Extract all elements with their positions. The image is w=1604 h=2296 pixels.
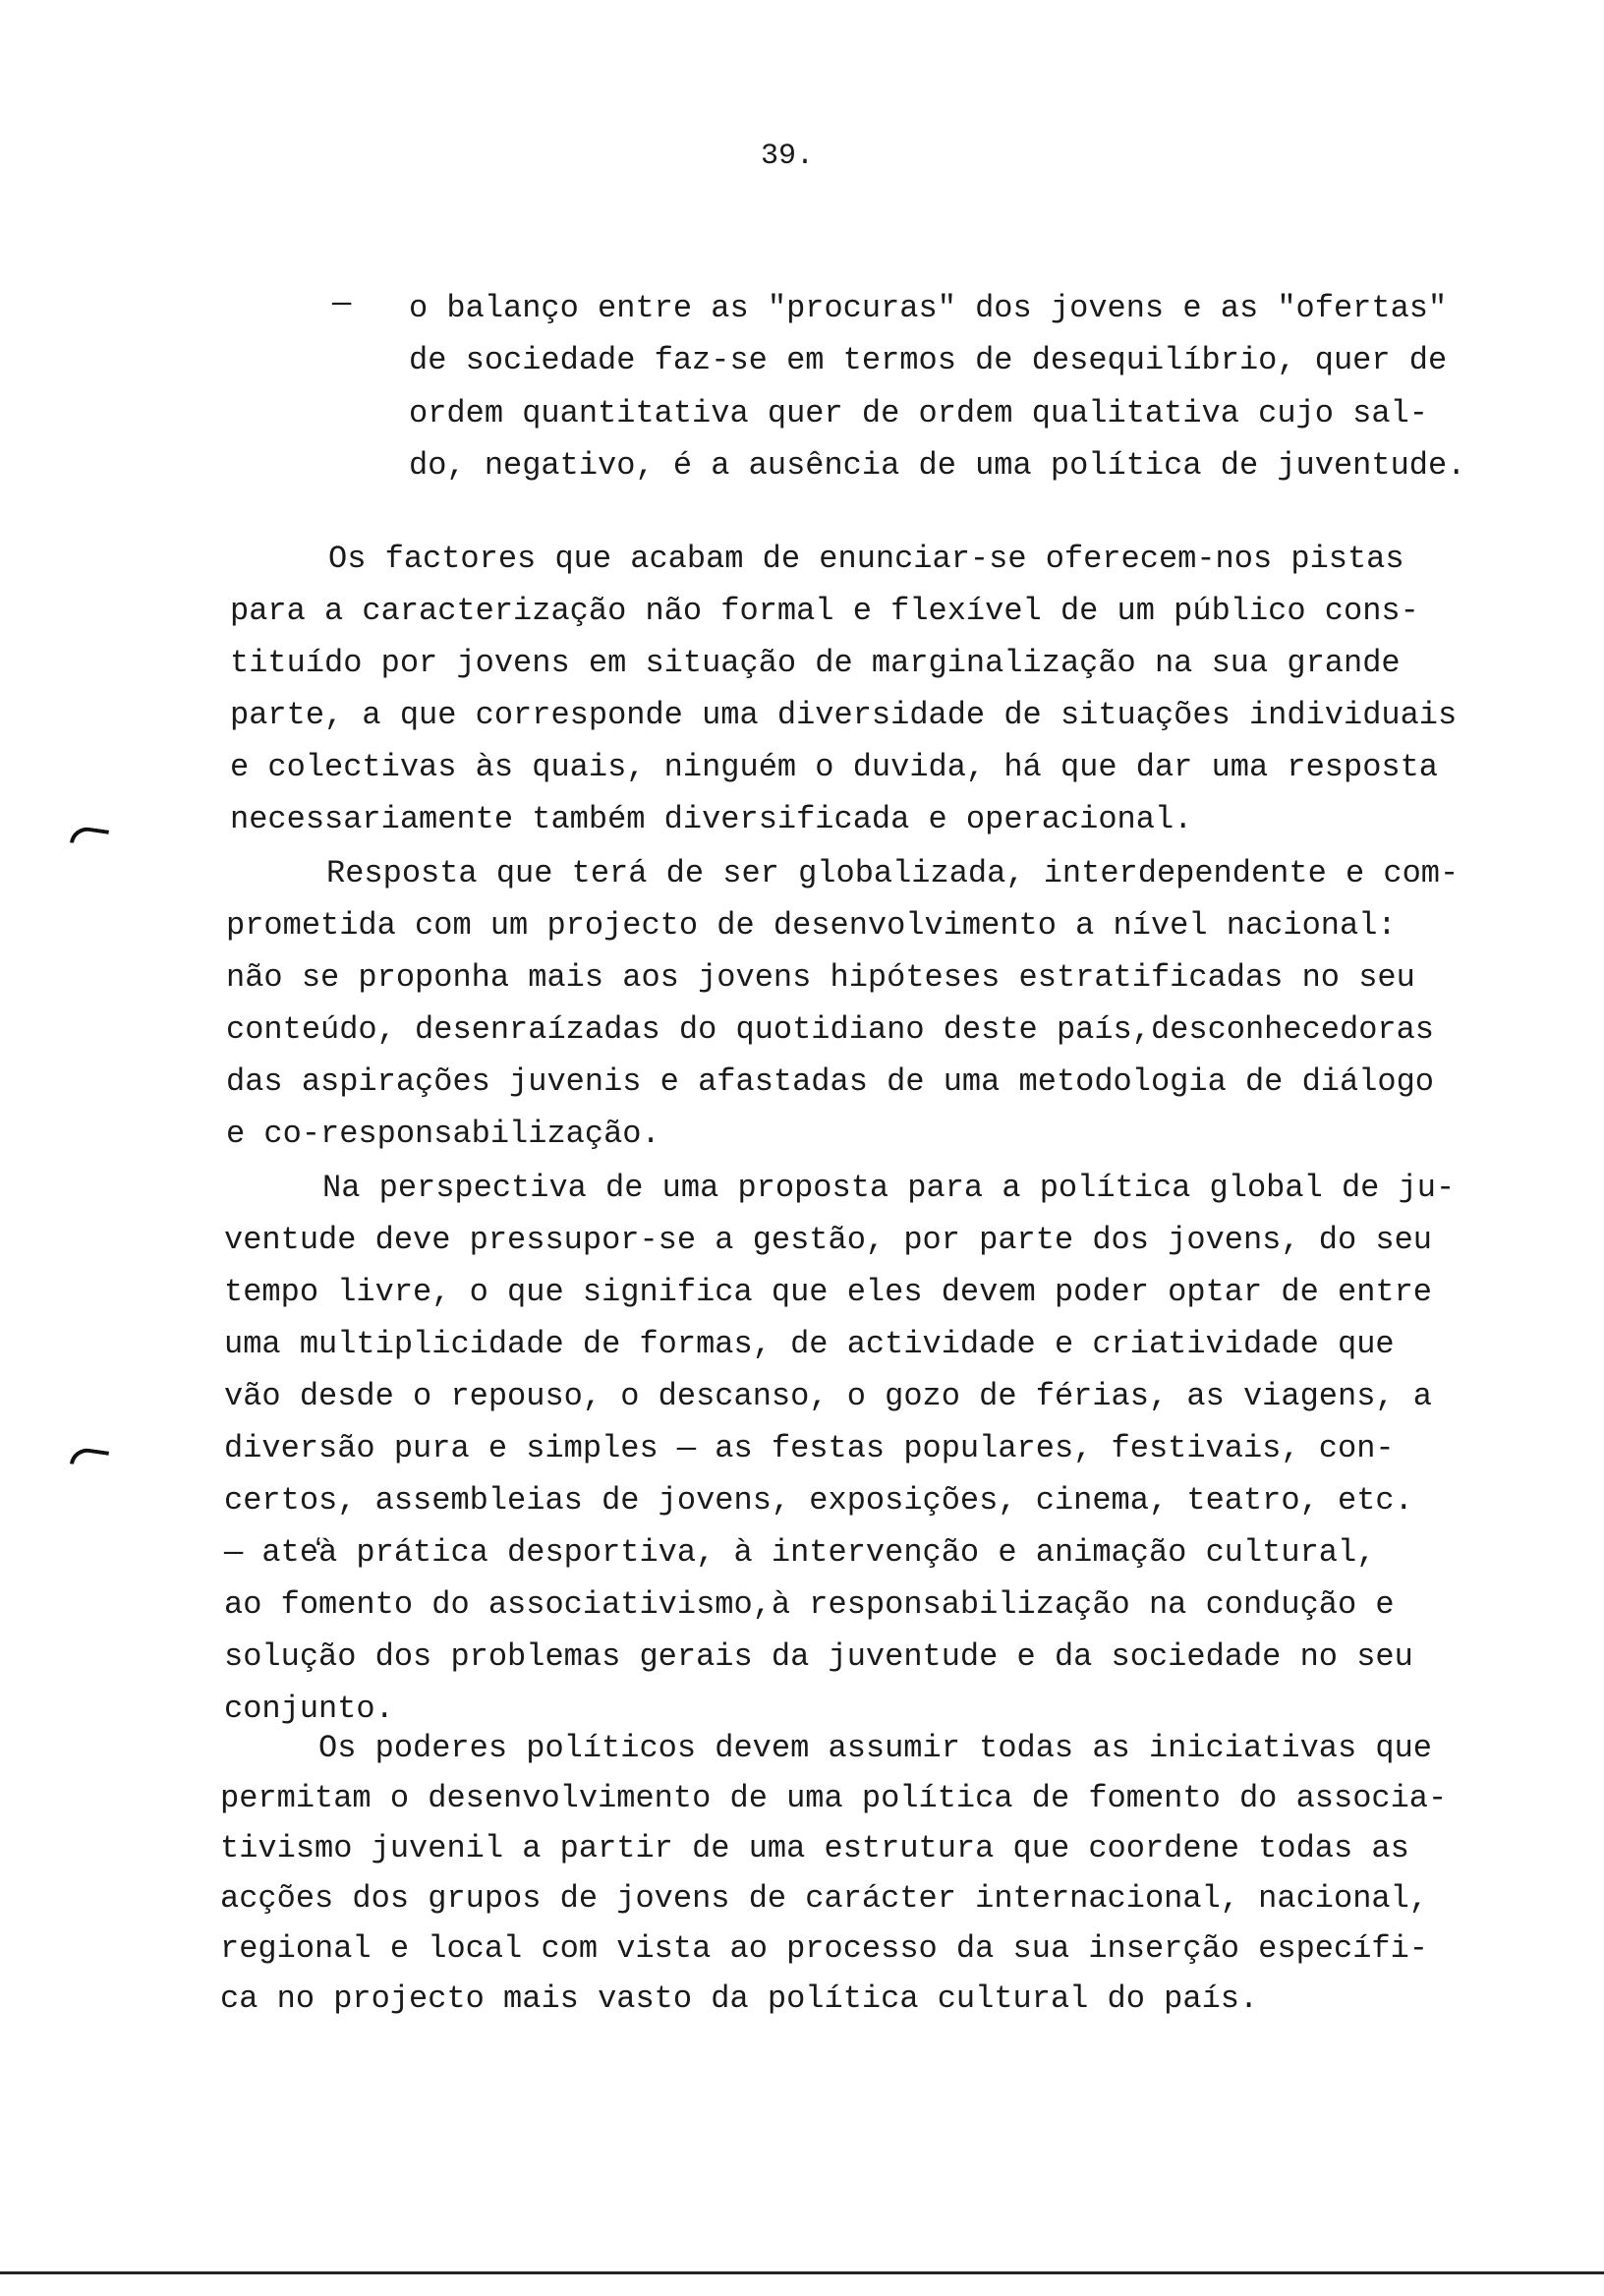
paragraph-line: tituído por jovens em situação de marginalização na sua grande — [230, 645, 1401, 681]
paragraph-line: para a caracterização não formal e flexível de um público cons- — [230, 593, 1419, 629]
paragraph-line: não se proponha mais aos jovens hipóteses estratificadas no seu — [226, 959, 1415, 996]
margin-mark — [70, 825, 109, 847]
paragraph-line: e colectivas às quais, ninguém o duvida, há que dar uma resposta — [230, 749, 1438, 785]
paragraph-line: permitam o desenvolvimento de uma política de fomento do associa- — [220, 1780, 1448, 1816]
paragraph-line: diversão pura e simples — as festas populares, festivais, con- — [224, 1430, 1395, 1466]
paragraph-line: tempo livre, o que significa que eles devem poder optar de entre — [224, 1274, 1432, 1310]
paragraph-line: certos, assembleias de jovens, exposições, cinema, teatro, etc. — [224, 1482, 1413, 1519]
paragraph-line: das aspirações juvenis e afastadas de uma metodologia de diálogo — [226, 1063, 1434, 1100]
paragraph-line: parte, a que corresponde uma diversidade de situações individuais — [230, 697, 1458, 733]
paragraph-line: — ate̒à prática desportiva, à intervenção e animação cultural, — [224, 1534, 1376, 1571]
paragraph-line: ventude deve pressupor-se a gestão, por parte dos jovens, do seu — [224, 1222, 1432, 1258]
paragraph-line: necessariamente também diversificada e operacional. — [230, 801, 1193, 837]
paragraph-line: ca no projecto mais vasto da política cultural do país. — [220, 1980, 1259, 2017]
bullet-line: ordem quantitativa quer de ordem qualitativa cujo sal- — [409, 395, 1428, 431]
paragraph-line: e co-responsabilização. — [226, 1116, 660, 1152]
paragraph-line: Resposta que terá de ser globalizada, interdependente e com- — [326, 855, 1460, 891]
margin-mark — [70, 1446, 109, 1468]
paragraph-line: tivismo juvenil a partir de uma estrutura que coordene todas as — [220, 1830, 1409, 1866]
paragraph-line: Os poderes políticos devem assumir todas as iniciativas que — [318, 1730, 1432, 1766]
paragraph-line: conjunto. — [224, 1691, 394, 1727]
paragraph-line: acções dos grupos de jovens de carácter internacional, nacional, — [220, 1880, 1428, 1917]
paragraph-line: ao fomento do associativismo,à responsabilização na condução e — [224, 1586, 1395, 1623]
bullet-dash: — — [332, 285, 352, 321]
paragraph-line: solução dos problemas gerais da juventude e da sociedade no seu — [224, 1638, 1413, 1675]
bullet-line: o balanço entre as "procuras" dos jovens e as "ofertas" — [409, 290, 1448, 326]
bullet-line: do, negativo, é a ausência de uma política de juventude. — [409, 447, 1466, 484]
bullet-line: de sociedade faz-se em termos de desequilíbrio, quer de — [409, 342, 1448, 378]
paragraph-line: vão desde o repouso, o descanso, o gozo de férias, as viagens, a — [224, 1378, 1432, 1414]
bottom-rule — [0, 2271, 1604, 2274]
paragraph-line: Os factores que acabam de enunciar-se oferecem-nos pistas — [328, 541, 1404, 577]
paragraph-line: conteúdo, desenraízadas do quotidiano deste país,desconhecedoras — [226, 1011, 1434, 1048]
page-number: 39. — [761, 140, 815, 173]
paragraph-line: uma multiplicidade de formas, de actividade e criatividade que — [224, 1326, 1395, 1362]
paragraph-line: prometida com um projecto de desenvolvimento a nível nacional: — [226, 907, 1397, 944]
paragraph-line: regional e local com vista ao processo da sua inserção específi- — [220, 1930, 1428, 1967]
paragraph-line: Na perspectiva de uma proposta para a política global de ju- — [322, 1170, 1456, 1206]
